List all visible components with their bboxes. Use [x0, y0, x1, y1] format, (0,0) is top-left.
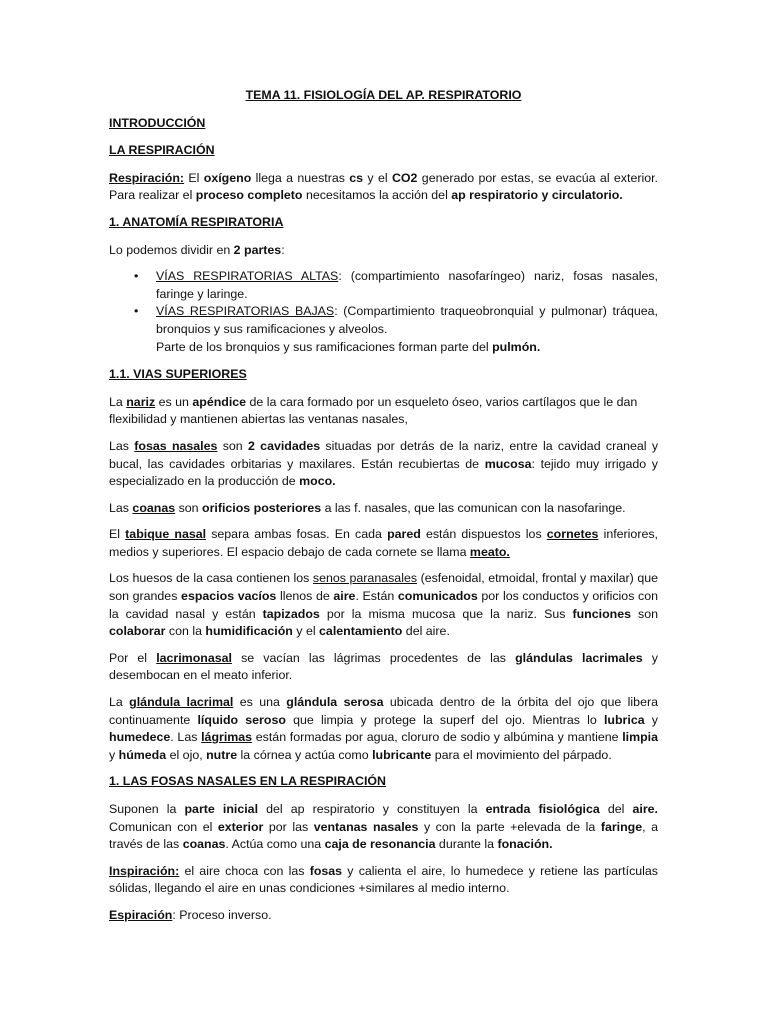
- heading-introduccion: INTRODUCCIÓN: [109, 115, 206, 130]
- term-proceso-completo: proceso completo: [195, 188, 303, 203]
- text-run: generado por estas, se evacúa al exterior. Para realizar el: [109, 170, 658, 203]
- term-humedece: humedece: [109, 730, 171, 745]
- term-inspiracion: Inspiración:: [109, 863, 180, 878]
- text-run: el aire choca con las: [179, 863, 310, 878]
- bullet-icon: •: [134, 269, 139, 284]
- list-item: [134, 303, 658, 356]
- text-run: : tejido muy irrigado y especializado en la producción de: [109, 456, 658, 489]
- term-exterior: exterior: [217, 819, 264, 834]
- text-run: por la misma mucosa que la nariz. Sus: [319, 606, 573, 621]
- term-coanas: coanas: [132, 500, 176, 515]
- text-run: inferiores, medios y superiores. El espacio debajo de cada cornete se llama: [109, 527, 658, 559]
- list-item: [134, 268, 658, 303]
- paragraph-tabique: [109, 526, 658, 561]
- text-run: . Están: [355, 589, 398, 604]
- paragraph-senos: [109, 570, 658, 640]
- term-glandula-serosa: glándula serosa: [286, 695, 384, 710]
- term-2-cavidades: 2 cavidades: [248, 438, 321, 453]
- term-lubrica: lubrica: [603, 712, 645, 727]
- term-humidificacion: humidificación: [205, 624, 293, 639]
- text-run: situadas por detrás de la nariz, entre la cavidad craneal y bucal, las cavidades orbitarias y maxilares. Están recubiertas de: [109, 438, 659, 471]
- term-funciones: funciones: [572, 606, 631, 621]
- text-run: por las: [263, 819, 314, 834]
- text-run: y calienta el aire, lo humedece y retiene las partículas sólidas, llegando el aire en unas condiciones +similares al medio interno.: [109, 863, 658, 896]
- term-nutre: nutre: [206, 747, 238, 762]
- text-run: El: [184, 170, 204, 185]
- term-co2: CO2: [391, 170, 418, 185]
- term-faringe: faringe: [600, 819, 643, 834]
- text-run: del aire.: [402, 624, 450, 639]
- term-calentamiento: calentamiento: [319, 624, 403, 639]
- text-run: llega a nuestras: [251, 170, 350, 185]
- term-apendice: apéndice: [192, 394, 247, 409]
- text-run: son: [631, 606, 659, 621]
- term-pulmon: pulmón.: [492, 339, 541, 354]
- text-run: El: [109, 527, 126, 542]
- paragraph-suponen: [109, 801, 658, 854]
- text-run: (esfenoidal, etmoidal, frontal y maxilar) que son grandes: [109, 571, 659, 604]
- term-lagrimas: lágrimas: [201, 730, 253, 745]
- term-caja-de-resonancia: caja de resonancia: [324, 837, 436, 852]
- text-run: de la cara formado por un esqueleto óseo, varios cartílagos que le dan flexibilidad y mantienen abiertas las ventanas nasales,: [109, 394, 638, 427]
- term-respiracion: Respiración:: [109, 170, 185, 185]
- term-moco: moco.: [299, 474, 336, 489]
- term-parte-inicial: parte inicial: [184, 802, 259, 816]
- text-run: , a través de las: [109, 819, 658, 852]
- term-tapizados: tapizados: [262, 606, 320, 621]
- term-entrada-fisiologica: entrada fisiológica: [485, 802, 600, 816]
- term-coanas: coanas: [182, 837, 226, 852]
- paragraph-lacrimonasal: [109, 650, 658, 685]
- text-run: para el movimiento del párpado.: [431, 747, 612, 762]
- text-run: separa ambas fosas. En cada: [206, 527, 388, 542]
- term-tabique-nasal: tabique nasal: [125, 527, 207, 542]
- text-run: están dispuestos los: [420, 527, 547, 542]
- text-run: La: [109, 394, 127, 409]
- term-cornetes: cornetes: [546, 527, 599, 542]
- term-nariz: nariz: [126, 394, 156, 409]
- term-limpia: limpia: [622, 730, 658, 745]
- text-run: la córnea y actúa como: [237, 747, 373, 762]
- heading-anatomia-respiratoria: 1. ANATOMÍA RESPIRATORIA: [109, 214, 284, 229]
- text-run: están formadas por agua, cloruro de sodio y albúmina y mantiene: [252, 730, 623, 745]
- text-run: y el: [363, 170, 392, 185]
- text-run: Las: [109, 438, 135, 453]
- text-run: durante la: [435, 837, 498, 852]
- term-fonacion: fonación.: [497, 837, 553, 852]
- paragraph-nariz: [109, 394, 658, 429]
- text-run: Lo podemos dividir en: [109, 242, 234, 257]
- text-run: son: [217, 438, 248, 453]
- term-aire: aire.: [632, 802, 659, 816]
- text-run: por los conductos y orificios con la cavidad nasal y están: [109, 589, 659, 621]
- term-espacios-vacios: espacios vacíos: [181, 589, 277, 604]
- text-run: el ojo,: [166, 747, 207, 762]
- term-colaborar: colaborar: [109, 624, 166, 639]
- document-body: [109, 87, 658, 934]
- term-orificios-posteriores: orificios posteriores: [202, 500, 322, 515]
- text-run: La: [109, 695, 130, 710]
- heading-la-respiracion: LA RESPIRACIÓN: [109, 143, 215, 158]
- text-run: Comunican con el: [109, 819, 218, 834]
- term-espiracion: Espiración: [109, 907, 173, 922]
- term-glandula-lacrimal: glándula lacrimal: [129, 695, 234, 710]
- text-run: :: [281, 242, 285, 257]
- text-run: : (compartimiento nasofaríngeo) nariz, fosas nasales, faringe y laringe.: [156, 269, 658, 301]
- paragraph-inspiracion: [109, 863, 658, 898]
- text-run: llenos de: [276, 589, 334, 604]
- paragraph-glandula-lacrimal: [109, 694, 658, 764]
- text-run: y el: [292, 624, 320, 639]
- text-run: ubicada dentro de la órbita del ojo que libera continuamente: [109, 695, 658, 727]
- term-cs: cs: [349, 170, 364, 185]
- term-2-partes: 2 partes: [233, 242, 282, 257]
- paragraph-respiracion: [109, 170, 658, 205]
- heading-fosas-respiracion: 1. LAS FOSAS NASALES EN LA RESPIRACIÓN: [109, 774, 386, 789]
- term-lacrimonasal: lacrimonasal: [156, 650, 232, 665]
- term-glandulas-lacrimales: glándulas lacrimales: [515, 650, 643, 665]
- term-ventanas-nasales: ventanas nasales: [313, 819, 419, 834]
- term-vias-bajas: VÍAS RESPIRATORIAS BAJAS: [156, 304, 335, 319]
- text-run: son: [175, 500, 202, 515]
- term-fosas-nasales: fosas nasales: [134, 438, 218, 453]
- term-fosas: fosas: [309, 863, 343, 878]
- term-meato: meato.: [469, 544, 510, 559]
- heading-vias-superiores: 1.1. VIAS SUPERIORES: [109, 367, 247, 382]
- paragraph-fosas-nasales: [109, 438, 658, 491]
- text-run: . Las: [170, 730, 202, 745]
- term-pared: pared: [387, 527, 421, 542]
- text-run: : Proceso inverso.: [172, 907, 272, 922]
- text-run: del ap respiratorio y constituyen la: [258, 802, 486, 816]
- paragraph-coanas: [109, 500, 658, 518]
- paragraph-dividir: [109, 242, 658, 260]
- text-run: y con la parte +elevada de la: [418, 819, 601, 834]
- text-run: . Actúa como una: [225, 837, 325, 852]
- document-title: TEMA 11. FISIOLOGÍA DEL AP. RESPIRATORIO: [245, 88, 522, 102]
- text-run: del: [599, 802, 633, 816]
- paragraph-espiracion: [109, 907, 658, 925]
- term-humeda: húmeda: [118, 747, 167, 762]
- text-run: necesitamos la acción del: [302, 188, 452, 203]
- term-mucosa: mucosa: [484, 456, 532, 471]
- text-run: Parte de los bronquios y sus ramificaciones forman parte del: [156, 339, 493, 354]
- list-item-subline: [156, 339, 658, 357]
- term-oxigeno: oxígeno: [203, 170, 252, 185]
- text-run: Los huesos de la casa contienen los: [109, 571, 313, 586]
- term-comunicados: comunicados: [397, 589, 478, 604]
- bullet-icon: •: [134, 304, 139, 319]
- text-run: y desembocan en el meato inferior.: [109, 650, 658, 683]
- text-run: es una: [233, 695, 287, 710]
- term-liquido-seroso: líquido seroso: [197, 712, 286, 727]
- text-run: y: [109, 747, 119, 762]
- text-run: es un: [155, 394, 193, 409]
- text-run: Por el: [109, 650, 157, 665]
- text-run: y: [644, 712, 658, 727]
- term-senos-paranasales: senos paranasales: [312, 571, 418, 586]
- text-run: se vacían las lágrimas procedentes de las: [231, 650, 516, 665]
- text-run: que limpia y protege la superf del ojo. Mientras lo: [285, 712, 604, 727]
- term-vias-altas: VÍAS RESPIRATORIAS ALTAS: [156, 269, 339, 284]
- text-run: con la: [165, 624, 206, 639]
- term-aire: aire: [333, 589, 356, 604]
- text-run: Suponen la: [109, 802, 185, 816]
- text-run: : (Compartimiento traqueobronquial y pulmonar) tráquea, bronquios y sus ramificaciones y alveolos.: [156, 304, 658, 336]
- term-ap-respiratorio: ap respiratorio y circulatorio.: [451, 188, 623, 203]
- bullet-list-vias: [109, 268, 658, 356]
- text-run: a las f. nasales, que las comunican con la nasofaringe.: [321, 500, 626, 515]
- text-run: Las: [109, 500, 133, 515]
- term-lubricante: lubricante: [372, 747, 432, 762]
